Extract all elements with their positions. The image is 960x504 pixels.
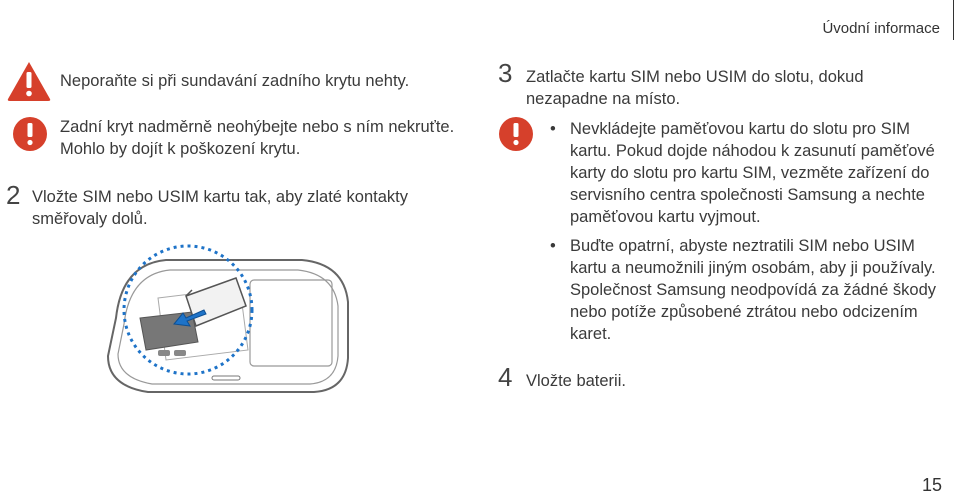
step-number: 4 [498, 362, 513, 392]
warning-triangle-icon [6, 60, 52, 102]
caution-cover-text: Zadní kryt nadměrně neohýbejte nebo s ním nekruťte. Mohlo by dojít k poškození krytu. [60, 118, 455, 158]
note-text: Buďte opatrní, abyste neztratili SIM nebo USIM kartu a neumožnili jiným osobám, aby ji používaly. Společnost Samsung neodpovídá za žádné škody nebo potíže způsobené ztrátou nebo odcizením karet. [570, 237, 936, 343]
sim-insert-illustration [100, 240, 360, 400]
bullet-icon: • [550, 120, 556, 138]
page-number: 15 [921, 475, 942, 495]
note-text: Nevkládejte paměťovou kartu do slotu pro SIM kartu. Pokud dojde náhodou k zasunutí paměťové karty do slotu pro kartu SIM, vezměte zařízení do servisního centra společnosti Samsung a nechte paměťovou kartu vyjmout. [570, 120, 935, 226]
step-number: 3 [498, 58, 513, 88]
bullet-icon: • [550, 237, 556, 255]
caution-notes-list [548, 118, 948, 352]
step-text: Vložte SIM nebo USIM kartu tak, aby zlaté kontakty směřovaly dolů. [32, 188, 409, 228]
caution-circle-icon [498, 116, 534, 152]
step-text: Zatlačte kartu SIM nebo USIM do slotu, dokud nezapadne na místo. [526, 68, 864, 108]
step-number: 2 [6, 180, 21, 210]
page-header-title: Úvodní informace [822, 20, 940, 37]
note-item [548, 118, 948, 228]
header-rule [953, 0, 954, 40]
caution-circle-icon [12, 116, 48, 152]
caution-nails-text: Neporaňte si při sundavání zadního krytu nehty. [60, 72, 410, 90]
step-text: Vložte baterii. [526, 372, 626, 390]
note-item [548, 235, 948, 345]
